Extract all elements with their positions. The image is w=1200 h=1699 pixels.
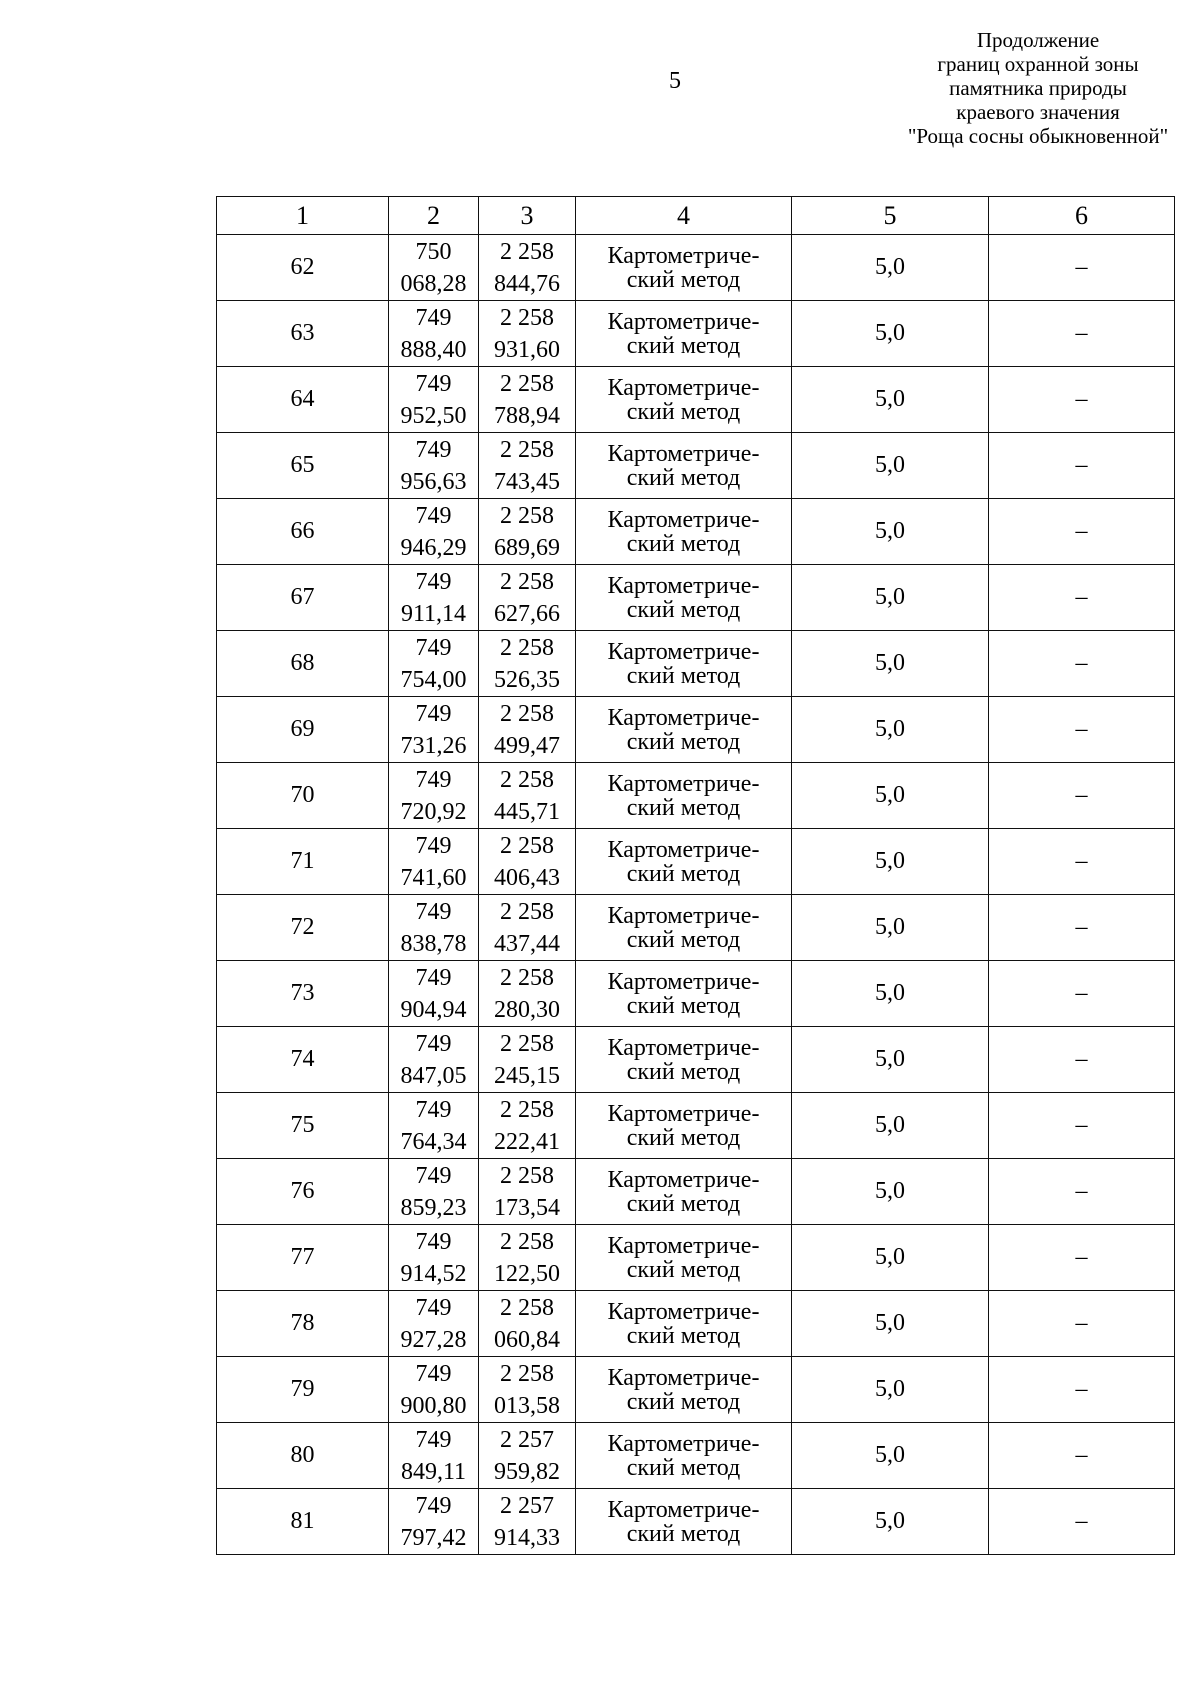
y-coordinate-part: 2 258 <box>500 898 554 925</box>
table-row <box>217 895 1175 961</box>
point-number-cell: 72 <box>217 895 389 961</box>
table-row <box>217 829 1175 895</box>
note-cell: – <box>989 1159 1175 1225</box>
method-text-part: ский метод <box>626 926 741 953</box>
y-coordinate-part: 060,84 <box>494 1326 560 1353</box>
accuracy-cell: 5,0 <box>792 697 989 763</box>
method-cell <box>576 829 792 895</box>
point-number-cell: 63 <box>217 301 389 367</box>
point-number-cell: 76 <box>217 1159 389 1225</box>
method-text-part: Картометриче- <box>607 836 760 863</box>
x-coordinate-part: 956,63 <box>400 468 467 495</box>
method-text-part: ский метод <box>626 992 741 1019</box>
method-text-part: Картометриче- <box>607 506 760 533</box>
y-coordinate-part: 2 258 <box>500 502 554 529</box>
y-coordinate-cell <box>479 1489 576 1555</box>
method-text-part: ский метод <box>626 662 741 689</box>
y-coordinate-cell <box>479 565 576 631</box>
x-coordinate-part: 749 <box>415 1096 452 1123</box>
note-cell: – <box>989 1357 1175 1423</box>
y-coordinate-part: 445,71 <box>494 798 560 825</box>
method-text-part: Картометриче- <box>607 1166 760 1193</box>
x-coordinate-cell <box>389 631 479 697</box>
y-coordinate-part: 526,35 <box>494 666 560 693</box>
x-coordinate-part: 749 <box>415 502 452 529</box>
method-text-part: ский метод <box>626 794 741 821</box>
y-coordinate-part: 2 258 <box>500 766 554 793</box>
y-coordinate-cell <box>479 235 576 301</box>
accuracy-cell: 5,0 <box>792 1159 989 1225</box>
method-cell <box>576 1489 792 1555</box>
x-coordinate-part: 749 <box>415 304 452 331</box>
x-coordinate-cell <box>389 1159 479 1225</box>
y-coordinate-part: 499,47 <box>494 732 560 759</box>
heading-line: "Роща сосны обыкновенной" <box>907 124 1169 148</box>
method-text-part: Картометриче- <box>607 374 760 401</box>
method-cell <box>576 1357 792 1423</box>
table-row <box>217 499 1175 565</box>
y-coordinate-cell <box>479 763 576 829</box>
y-coordinate-cell <box>479 433 576 499</box>
method-text-part: ский метод <box>626 1256 741 1283</box>
accuracy-cell: 5,0 <box>792 763 989 829</box>
note-cell: – <box>989 301 1175 367</box>
x-coordinate-part: 749 <box>415 766 452 793</box>
method-text-part: ский метод <box>626 596 741 623</box>
heading-line: памятника природы <box>949 76 1127 100</box>
accuracy-cell: 5,0 <box>792 1027 989 1093</box>
method-text-part: ский метод <box>626 266 741 293</box>
x-coordinate-part: 749 <box>415 1162 452 1189</box>
x-coordinate-part: 749 <box>415 1294 452 1321</box>
y-coordinate-part: 406,43 <box>494 864 560 891</box>
y-coordinate-part: 2 258 <box>500 436 554 463</box>
method-text-part: Картометриче- <box>607 1034 760 1061</box>
point-number-cell: 71 <box>217 829 389 895</box>
accuracy-cell: 5,0 <box>792 631 989 697</box>
accuracy-cell: 5,0 <box>792 301 989 367</box>
method-cell <box>576 499 792 565</box>
y-coordinate-part: 173,54 <box>494 1194 560 1221</box>
y-coordinate-part: 2 258 <box>500 700 554 727</box>
method-text-part: ский метод <box>626 1322 741 1349</box>
note-cell: – <box>989 895 1175 961</box>
point-number-cell: 67 <box>217 565 389 631</box>
method-cell <box>576 895 792 961</box>
table-row <box>217 697 1175 763</box>
method-cell <box>576 961 792 1027</box>
x-coordinate-part: 749 <box>415 898 452 925</box>
column-header: 5 <box>792 197 989 235</box>
method-text-part: ский метод <box>626 1454 741 1481</box>
table-row <box>217 1093 1175 1159</box>
point-number-cell: 68 <box>217 631 389 697</box>
point-number-cell: 73 <box>217 961 389 1027</box>
x-coordinate-cell <box>389 433 479 499</box>
point-number-cell: 62 <box>217 235 389 301</box>
accuracy-cell: 5,0 <box>792 895 989 961</box>
note-cell: – <box>989 1225 1175 1291</box>
method-text-part: Картометриче- <box>607 1364 760 1391</box>
accuracy-cell: 5,0 <box>792 235 989 301</box>
y-coordinate-part: 2 257 <box>500 1426 554 1453</box>
x-coordinate-part: 749 <box>415 964 452 991</box>
method-cell <box>576 565 792 631</box>
y-coordinate-part: 2 258 <box>500 634 554 661</box>
method-cell <box>576 301 792 367</box>
x-coordinate-part: 847,05 <box>400 1062 467 1089</box>
y-coordinate-part: 122,50 <box>494 1260 560 1287</box>
method-text-part: Картометриче- <box>607 704 760 731</box>
x-coordinate-part: 838,78 <box>400 930 467 957</box>
note-cell: – <box>989 499 1175 565</box>
accuracy-cell: 5,0 <box>792 1225 989 1291</box>
y-coordinate-part: 2 258 <box>500 370 554 397</box>
x-coordinate-part: 764,34 <box>400 1128 467 1155</box>
x-coordinate-part: 888,40 <box>400 336 467 363</box>
point-number-cell: 75 <box>217 1093 389 1159</box>
note-cell: – <box>989 1423 1175 1489</box>
y-coordinate-part: 2 258 <box>500 304 554 331</box>
y-coordinate-part: 2 258 <box>500 1294 554 1321</box>
x-coordinate-cell <box>389 1423 479 1489</box>
continuation-heading <box>838 28 1200 148</box>
note-cell: – <box>989 763 1175 829</box>
accuracy-cell: 5,0 <box>792 499 989 565</box>
y-coordinate-part: 627,66 <box>494 600 560 627</box>
method-text-part: Картометриче- <box>607 1298 760 1325</box>
y-coordinate-part: 743,45 <box>494 468 560 495</box>
heading-line: границ охранной зоны <box>937 52 1139 76</box>
x-coordinate-part: 749 <box>415 1228 452 1255</box>
point-number-cell: 78 <box>217 1291 389 1357</box>
method-text-part: ский метод <box>626 1520 741 1547</box>
y-coordinate-cell <box>479 367 576 433</box>
method-cell <box>576 1159 792 1225</box>
accuracy-cell: 5,0 <box>792 1423 989 1489</box>
accuracy-cell: 5,0 <box>792 565 989 631</box>
column-header: 3 <box>479 197 576 235</box>
method-text-part: ский метод <box>626 1124 741 1151</box>
y-coordinate-cell <box>479 829 576 895</box>
y-coordinate-cell <box>479 301 576 367</box>
y-coordinate-cell <box>479 631 576 697</box>
method-text-part: ский метод <box>626 464 741 491</box>
note-cell: – <box>989 235 1175 301</box>
x-coordinate-cell <box>389 301 479 367</box>
note-cell: – <box>989 1027 1175 1093</box>
point-number-cell: 80 <box>217 1423 389 1489</box>
x-coordinate-part: 749 <box>415 634 452 661</box>
x-coordinate-cell <box>389 1291 479 1357</box>
x-coordinate-part: 068,28 <box>400 270 467 297</box>
x-coordinate-cell <box>389 1357 479 1423</box>
x-coordinate-part: 749 <box>415 1360 452 1387</box>
y-coordinate-cell <box>479 1027 576 1093</box>
x-coordinate-part: 749 <box>415 436 452 463</box>
method-text-part: Картометриче- <box>607 242 760 269</box>
method-text-part: Картометриче- <box>607 572 760 599</box>
table-row <box>217 1423 1175 1489</box>
accuracy-cell: 5,0 <box>792 961 989 1027</box>
note-cell: – <box>989 433 1175 499</box>
y-coordinate-cell <box>479 1159 576 1225</box>
y-coordinate-part: 2 258 <box>500 1162 554 1189</box>
method-cell <box>576 235 792 301</box>
method-cell <box>576 763 792 829</box>
x-coordinate-cell <box>389 961 479 1027</box>
note-cell: – <box>989 1489 1175 1555</box>
table-row <box>217 1225 1175 1291</box>
y-coordinate-part: 2 258 <box>500 1228 554 1255</box>
x-coordinate-part: 952,50 <box>400 402 467 429</box>
x-coordinate-part: 749 <box>415 370 452 397</box>
x-coordinate-part: 911,14 <box>400 600 467 627</box>
point-number-cell: 81 <box>217 1489 389 1555</box>
y-coordinate-cell <box>479 1291 576 1357</box>
point-number-cell: 66 <box>217 499 389 565</box>
x-coordinate-part: 749 <box>415 1492 452 1519</box>
note-cell: – <box>989 631 1175 697</box>
note-cell: – <box>989 565 1175 631</box>
method-cell <box>576 631 792 697</box>
x-coordinate-cell <box>389 697 479 763</box>
x-coordinate-cell <box>389 1027 479 1093</box>
table-row <box>217 1357 1175 1423</box>
method-cell <box>576 1225 792 1291</box>
x-coordinate-cell <box>389 565 479 631</box>
table-row <box>217 367 1175 433</box>
x-coordinate-part: 750 <box>415 238 452 265</box>
y-coordinate-part: 222,41 <box>494 1128 560 1155</box>
y-coordinate-part: 245,15 <box>494 1062 560 1089</box>
y-coordinate-cell <box>479 499 576 565</box>
method-cell <box>576 1423 792 1489</box>
x-coordinate-part: 754,00 <box>400 666 467 693</box>
boundary-coordinates-table <box>216 196 1175 1555</box>
table-header-row <box>217 197 1175 235</box>
method-text-part: ский метод <box>626 332 741 359</box>
heading-line: Продолжение <box>976 28 1100 52</box>
table-row <box>217 763 1175 829</box>
x-coordinate-cell <box>389 763 479 829</box>
note-cell: – <box>989 1093 1175 1159</box>
x-coordinate-part: 720,92 <box>400 798 467 825</box>
method-text-part: ский метод <box>626 1388 741 1415</box>
y-coordinate-part: 689,69 <box>494 534 560 561</box>
y-coordinate-part: 2 258 <box>500 238 554 265</box>
method-text-part: Картометриче- <box>607 308 760 335</box>
x-coordinate-cell <box>389 235 479 301</box>
y-coordinate-cell <box>479 1423 576 1489</box>
method-text-part: Картометриче- <box>607 968 760 995</box>
point-number-cell: 64 <box>217 367 389 433</box>
x-coordinate-cell <box>389 1489 479 1555</box>
table-row <box>217 565 1175 631</box>
accuracy-cell: 5,0 <box>792 433 989 499</box>
note-cell: – <box>989 697 1175 763</box>
method-text-part: Картометриче- <box>607 440 760 467</box>
table-row <box>217 1489 1175 1555</box>
method-text-part: Картометриче- <box>607 1232 760 1259</box>
x-coordinate-part: 749 <box>415 832 452 859</box>
column-header: 1 <box>217 197 389 235</box>
x-coordinate-part: 749 <box>415 700 452 727</box>
note-cell: – <box>989 367 1175 433</box>
y-coordinate-part: 2 258 <box>500 964 554 991</box>
method-text-part: Картометриче- <box>607 1100 760 1127</box>
x-coordinate-part: 904,94 <box>400 996 467 1023</box>
point-number-cell: 74 <box>217 1027 389 1093</box>
x-coordinate-cell <box>389 1225 479 1291</box>
method-text-part: Картометриче- <box>607 770 760 797</box>
y-coordinate-cell <box>479 895 576 961</box>
table-row <box>217 961 1175 1027</box>
y-coordinate-part: 2 258 <box>500 568 554 595</box>
y-coordinate-part: 788,94 <box>494 402 560 429</box>
y-coordinate-cell <box>479 1093 576 1159</box>
table-row <box>217 1159 1175 1225</box>
table-row <box>217 301 1175 367</box>
y-coordinate-cell <box>479 961 576 1027</box>
x-coordinate-part: 859,23 <box>400 1194 467 1221</box>
y-coordinate-cell <box>479 1225 576 1291</box>
column-header: 6 <box>989 197 1175 235</box>
method-text-part: Картометриче- <box>607 1496 760 1523</box>
y-coordinate-part: 2 257 <box>500 1492 554 1519</box>
method-cell <box>576 1093 792 1159</box>
x-coordinate-part: 731,26 <box>400 732 467 759</box>
accuracy-cell: 5,0 <box>792 1489 989 1555</box>
y-coordinate-part: 844,76 <box>494 270 560 297</box>
method-text-part: Картометриче- <box>607 1430 760 1457</box>
x-coordinate-cell <box>389 499 479 565</box>
accuracy-cell: 5,0 <box>792 829 989 895</box>
point-number-cell: 65 <box>217 433 389 499</box>
accuracy-cell: 5,0 <box>792 1357 989 1423</box>
x-coordinate-part: 914,52 <box>400 1260 467 1287</box>
method-text-part: ский метод <box>626 728 741 755</box>
x-coordinate-cell <box>389 829 479 895</box>
y-coordinate-part: 931,60 <box>494 336 560 363</box>
column-header: 2 <box>389 197 479 235</box>
column-header: 4 <box>576 197 792 235</box>
method-cell <box>576 1027 792 1093</box>
x-coordinate-part: 927,28 <box>400 1326 467 1353</box>
x-coordinate-cell <box>389 367 479 433</box>
method-cell <box>576 367 792 433</box>
x-coordinate-part: 741,60 <box>400 864 467 891</box>
table-row <box>217 235 1175 301</box>
y-coordinate-part: 2 258 <box>500 832 554 859</box>
y-coordinate-part: 280,30 <box>494 996 560 1023</box>
y-coordinate-cell <box>479 697 576 763</box>
table-row <box>217 433 1175 499</box>
note-cell: – <box>989 961 1175 1027</box>
method-text-part: ский метод <box>626 1190 741 1217</box>
note-cell: – <box>989 829 1175 895</box>
x-coordinate-cell <box>389 895 479 961</box>
method-text-part: ский метод <box>626 530 741 557</box>
method-text-part: Картометриче- <box>607 638 760 665</box>
y-coordinate-part: 013,58 <box>494 1392 560 1419</box>
note-cell: – <box>989 1291 1175 1357</box>
method-text-part: ский метод <box>626 860 741 887</box>
method-text-part: ский метод <box>626 1058 741 1085</box>
y-coordinate-part: 914,33 <box>494 1524 560 1551</box>
x-coordinate-part: 749 <box>415 1426 452 1453</box>
heading-line: краевого значения <box>956 100 1120 124</box>
x-coordinate-part: 749 <box>415 1030 452 1057</box>
method-text-part: ский метод <box>626 398 741 425</box>
x-coordinate-part: 849,11 <box>400 1458 467 1485</box>
method-cell <box>576 697 792 763</box>
x-coordinate-part: 946,29 <box>400 534 467 561</box>
accuracy-cell: 5,0 <box>792 1291 989 1357</box>
method-cell <box>576 433 792 499</box>
point-number-cell: 79 <box>217 1357 389 1423</box>
accuracy-cell: 5,0 <box>792 367 989 433</box>
y-coordinate-cell <box>479 1357 576 1423</box>
table-row <box>217 1291 1175 1357</box>
x-coordinate-part: 797,42 <box>400 1524 467 1551</box>
point-number-cell: 69 <box>217 697 389 763</box>
method-text-part: Картометриче- <box>607 902 760 929</box>
x-coordinate-cell <box>389 1093 479 1159</box>
point-number-cell: 70 <box>217 763 389 829</box>
x-coordinate-part: 900,80 <box>400 1392 467 1419</box>
table-row <box>217 1027 1175 1093</box>
page-number: 5 <box>669 68 681 94</box>
x-coordinate-part: 749 <box>415 568 452 595</box>
accuracy-cell: 5,0 <box>792 1093 989 1159</box>
y-coordinate-part: 437,44 <box>494 930 560 957</box>
y-coordinate-part: 959,82 <box>494 1458 560 1485</box>
point-number-cell: 77 <box>217 1225 389 1291</box>
y-coordinate-part: 2 258 <box>500 1096 554 1123</box>
y-coordinate-part: 2 258 <box>500 1360 554 1387</box>
table-row <box>217 631 1175 697</box>
method-cell <box>576 1291 792 1357</box>
y-coordinate-part: 2 258 <box>500 1030 554 1057</box>
